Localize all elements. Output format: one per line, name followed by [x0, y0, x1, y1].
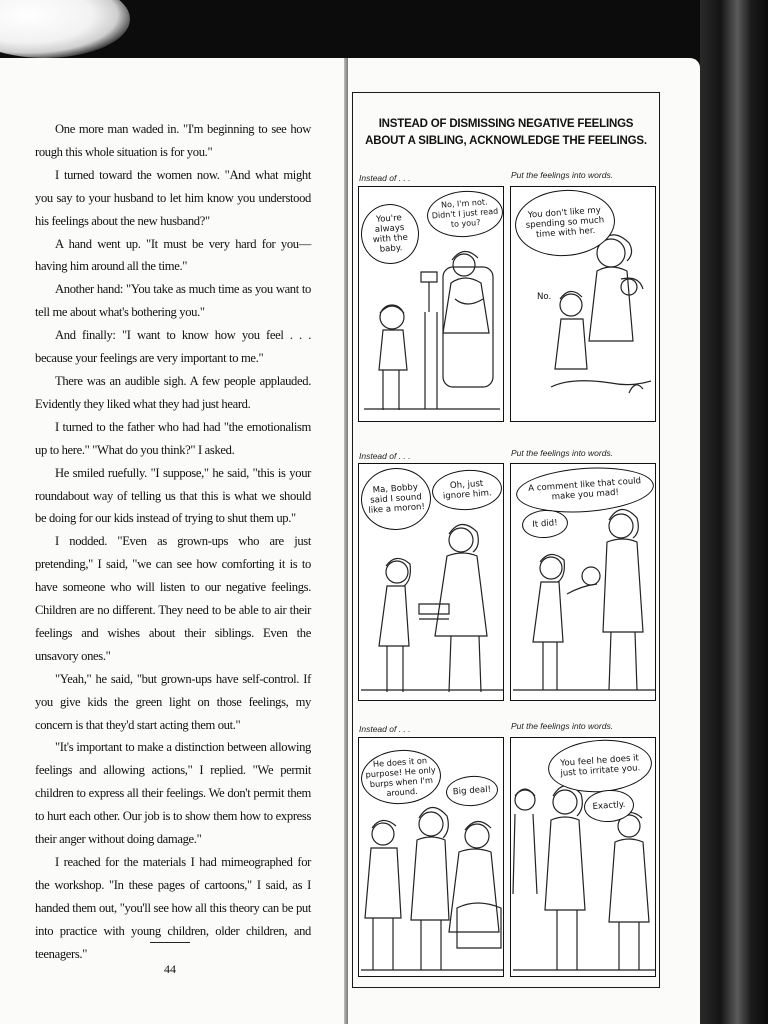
cartoon-title-line2: ABOUT A SIBLING, ACKNOWLEDGE THE FEELINGS.: [365, 135, 647, 147]
caption-put-feelings: Put the feelings into words.: [511, 448, 614, 458]
paragraph: I turned toward the women now. "And what might you say to your husband to let him know you understood his feelings about the new husband?": [35, 167, 311, 228]
paragraph: I turned to the father who had had "the emotionalism up to here." "What do you think?" I asked.: [35, 419, 311, 457]
cartoon-title: [356, 116, 656, 150]
paragraph: I reached for the materials I had mimeographed for the workshop. "In these pages of cartoons," I said, as I handed them out, "you'll see how all this theory can be put into practice with young children, older children, and teenagers.": [35, 855, 311, 961]
caption-instead-of: Instead of . . .: [359, 173, 411, 183]
paragraph: "It's important to make a distinction between allowing feelings and allowing actions," I replied. "We permit children to express all their feelings. We don't permit them to hurt each other. Our job is to show them how to express their anger without doing damage.": [35, 740, 311, 847]
speech-bubble: Oh, just ignore him.: [431, 468, 504, 513]
paragraph: A hand went up. "It must be very hard for you—having him around all the time.": [35, 236, 311, 274]
paragraph: "Yeah," he said, "but grown-ups have self-control. If you give kids the green light on those feelings, my concern is that they'd start acting them out.": [35, 671, 311, 732]
speech-bubble: Big deal!: [445, 774, 499, 808]
caption-instead-of: Instead of . . .: [359, 451, 411, 461]
caption-put-feelings: Put the feelings into words.: [511, 170, 614, 180]
speech-bubble: Ma, Bobby said I sound like a moron!: [359, 466, 433, 533]
paragraph: I nodded. "Even as grown-ups who are just pretending," I said, "we can see how comforting it is to have someone who will listen to our negative feelings. Children are no different. They need to be able to air their feelings and wishes about their siblings. Even the unsavory ones.": [35, 534, 311, 663]
speech-bubble: Exactly.: [583, 788, 635, 823]
paragraph: And finally: "I want to know how you feel . . . because your feelings are very important to me.": [35, 328, 311, 366]
speech-bubble: No, I'm not. Didn't I just read to you?: [425, 188, 504, 239]
cartoon-title-line1: INSTEAD OF DISMISSING NEGATIVE FEELINGS: [378, 118, 634, 130]
paragraph: There was an audible sigh. A few people applauded. Evidently they liked what they had just heard.: [35, 373, 311, 411]
speech-bubble: A comment like that could make you mad!: [515, 463, 656, 517]
scan-right-edge: [700, 0, 768, 1024]
speech-bubble: You don't like my spending so much time with her.: [513, 187, 617, 260]
speech-bubble: It did!: [521, 508, 569, 539]
speech-bubble: You're always with the baby.: [359, 202, 421, 266]
caption-put-feelings: Put the feelings into words.: [511, 721, 614, 731]
speech-bubble: You feel he does it just to irritate you.: [546, 736, 653, 795]
speech-bubble: He does it on purpose! He only burps when I'm around.: [359, 747, 443, 806]
page-number: 44: [164, 962, 176, 976]
speech-text: No.: [537, 292, 552, 302]
page-number-rule: [150, 942, 190, 943]
paragraph: He smiled ruefully. "I suppose," he said, "this is your roundabout way of telling us that this is what we should be doing for our kids instead of trying to shut them up.": [35, 465, 311, 526]
caption-instead-of: Instead of . . .: [359, 724, 411, 734]
paragraph: Another hand: "You take as much time as you want to tell me about what's bothering you.": [35, 282, 311, 320]
paragraph: One more man waded in. "I'm beginning to see how rough this whole situation is for you.": [35, 122, 311, 159]
body-text: [35, 118, 311, 966]
